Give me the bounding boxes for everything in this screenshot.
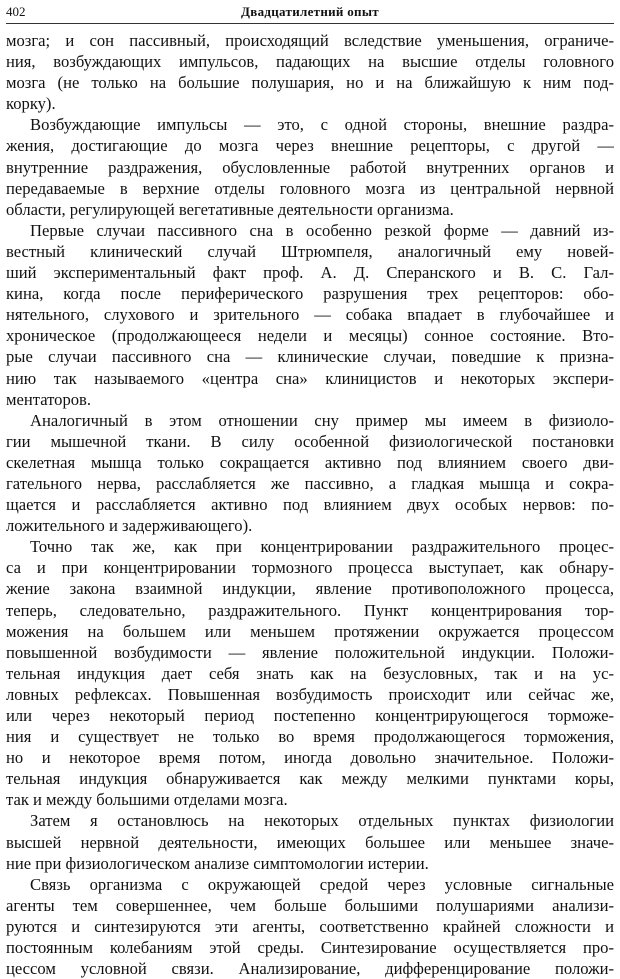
text-line: жения, достигающие до мозга через внешние рецепторы, с другой — (6, 136, 614, 156)
page-header (6, 2, 614, 22)
text-line: Первые случаи пассивного сна в особенно резкой форме — давний из- (30, 220, 614, 240)
text-line: жение закона взаимной индукции, явление противоположного процесса, (6, 579, 614, 599)
text-line: рые случаи пассивного сна — клинические случаи, поведшие к призна- (6, 347, 614, 367)
text-line: тельная индукция обнаруживается как между мелкими пунктами коры, (6, 769, 614, 789)
text-line: передаваемые в верхние отделы головного мозга из центральной нервной (6, 178, 614, 198)
text-line: агенты тем совершеннее, чем больше большими полушариями анализи- (6, 895, 614, 915)
text-line: нятельного, слухового и зрительного — собака впадает в глубочайшее и (6, 305, 614, 325)
text-line: са и при концентрировании тормозного процесса выступает, как обнару- (6, 558, 614, 578)
text-line: области, регулирующей вегетативные деятельности организма. (6, 199, 454, 219)
text-line: мозга (не только на большие полушария, но и на ближайшую к ним под- (6, 73, 614, 93)
text-line: кина, когда после периферического разрушения трех рецепторов: обо- (6, 284, 614, 304)
text-line: ние при физиологическом анализе симптомологии истерии. (6, 853, 429, 873)
text-line: мозга; и сон пассивный, происходящий вследствие уменьшения, ограниче- (6, 31, 614, 50)
text-line: Затем я остановлюсь на некоторых отдельных пунктах физиологии (30, 811, 614, 831)
text-line: или через некоторый период постепенно концентрирующегося торможе- (6, 706, 614, 725)
text-line: гии мышечной ткани. В силу особенной физиологической постановки (6, 431, 614, 451)
text-line: нию так называемого «центра сна» клиницистов и некоторых экспери- (6, 368, 614, 388)
text-line: руются и синтезируются эти агенты, соответственно крайней сложности и (6, 916, 614, 936)
text-line: высшей нервной деятельности, имеющих большее или меньшее значе- (6, 832, 614, 852)
page-number: 402 (6, 4, 26, 19)
text-line: ловных рефлексах. Повышенная возбудимость происходит или сейчас же, (6, 684, 614, 704)
text-line: можения на большем или меньшем протяжении окружается процессом (6, 621, 614, 641)
text-line: щается и расслабляется активно под влиянием двух особых нервов: по- (6, 495, 614, 515)
text-line: Аналогичный в этом отношении сну пример мы имеем в физиоло- (30, 410, 614, 430)
text-line: так и между большими отделами мозга. (6, 790, 288, 810)
text-line: теперь, следовательно, раздражительного. Пункт концентрирования тор- (6, 600, 614, 620)
text-line: тельная индукция дает себя знать как на безусловных, так и на ус- (6, 663, 614, 683)
text-line: хроническое (продолжающееся недели и месяцы) сонное состояние. Вто- (6, 326, 614, 346)
text-line: корку). (6, 94, 56, 114)
running-title: Двадцатилетний опыт (241, 4, 379, 19)
text-line: гательного нерва, расслабляется же пассивно, а гладкая мышца и сокра- (6, 473, 614, 493)
text-line: ший экспериментальный факт проф. А. Д. Сперанского и В. С. Гал- (6, 263, 614, 283)
page-body (6, 30, 614, 979)
text-line: ния и существует не только во время продолжающегося торможения, (6, 727, 614, 747)
text-line: Возбуждающие импульсы — это, с одной стороны, внешние раздра- (30, 115, 614, 135)
text-line: внутренние раздражения, обусловленные работой внутренних органов и (6, 157, 614, 177)
text-line: постоянным колебаниям этой среды. Синтезирование осуществляется про- (6, 938, 614, 958)
text-line: ложительного и задерживающего). (6, 516, 253, 536)
text-line: вестный клинический случай Штрюмпеля, аналогичный ему новей- (6, 241, 614, 261)
text-line: скелетная мышца только сокращается активно под влиянием своего дви- (6, 452, 614, 472)
text-line: ния, возбуждающих импульсов, падающих на высшие отделы головного (6, 52, 614, 72)
text-line: ментаторов. (6, 389, 92, 409)
text-line: Связь организма с окружающей средой через условные сигнальные (30, 874, 614, 894)
text-line: Точно так же, как при концентрировании раздражительного процес- (30, 537, 614, 557)
text-line: цессом условной связи. Анализирование, дифференцирование положи- (6, 959, 614, 979)
header-rule (6, 23, 614, 24)
text-line: повышенной возбудимости — явление положительной индукции. Положи- (6, 642, 614, 662)
text-line: но и некоторое время потом, иногда довольно значительное. Положи- (6, 748, 614, 768)
